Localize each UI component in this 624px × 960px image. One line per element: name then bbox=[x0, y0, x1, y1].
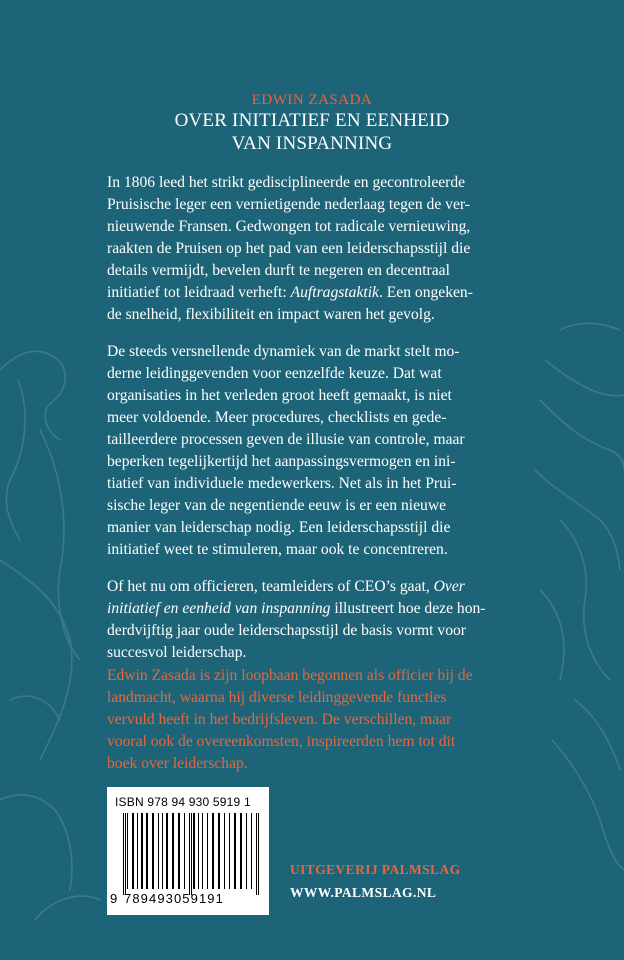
blurb-paragraph-2 bbox=[107, 341, 518, 561]
barcode-bar bbox=[132, 813, 134, 889]
barcode-guard-bar bbox=[258, 813, 259, 895]
text-line: landmacht, waarna hij diverse leidinggevende functies bbox=[107, 689, 447, 706]
text-line: Pruisische leger een vernietigende nederlaag tegen de ver- bbox=[107, 196, 470, 213]
barcode-bar bbox=[240, 813, 242, 889]
text-line: vooral ook de overeenkomsten, inspireerden hem tot dit bbox=[107, 733, 456, 750]
method-term: Auftragstaktik bbox=[290, 284, 379, 301]
barcode-bar bbox=[127, 813, 128, 889]
barcode-guard-bar bbox=[256, 813, 257, 895]
book-title-inline: initiatief en eenheid van inspanning bbox=[107, 600, 331, 617]
cover-header bbox=[0, 91, 624, 155]
text-line: tiatief van individuele medewerkers. Net als in het Prui- bbox=[107, 475, 457, 492]
barcode-first-digit: 9 bbox=[110, 891, 118, 906]
text-line: In 1806 leed het strikt gedisciplineerde en gecontroleerde bbox=[107, 174, 466, 191]
book-title-inline: Over bbox=[433, 578, 465, 595]
text-line bbox=[107, 576, 518, 598]
text-line: derne leidinggevenden voor eenzelfde keuze. Dat wat bbox=[107, 365, 442, 382]
blurb-paragraph-3 bbox=[107, 576, 518, 664]
text-line: nieuwende Fransen. Gedwongen tot radicale vernieuwing, bbox=[107, 218, 471, 235]
text-line bbox=[107, 282, 518, 304]
author-name: EDWIN ZASADA bbox=[251, 92, 373, 108]
barcode-bar bbox=[146, 813, 148, 889]
barcode-bar bbox=[229, 813, 230, 889]
text-span: initiatief tot leidraad verheft: bbox=[107, 284, 291, 301]
text-line: manier van leiderschap nodig. Een leiderschapsstijl die bbox=[107, 519, 451, 536]
text-line: derdvijftig jaar oude leiderschapsstijl de basis vormt voor bbox=[107, 622, 466, 639]
text-line: sische leger van de negentiende eeuw is er een nieuwe bbox=[107, 497, 447, 514]
barcode-bar bbox=[158, 813, 159, 889]
text-span: illustreert hoe deze hon- bbox=[330, 600, 486, 617]
barcode-bar bbox=[193, 813, 195, 889]
barcode-bar bbox=[137, 813, 138, 889]
publisher-name: UITGEVERIJ PALMSLAG bbox=[290, 862, 461, 877]
text-line: details vermijdt, bevelen durft te negeren en decentraal bbox=[107, 262, 450, 279]
book-title-line-2: VAN INSPANNING bbox=[231, 133, 393, 154]
text-line: De steeds versnellende dynamiek van de markt stelt mo- bbox=[107, 343, 460, 360]
barcode-bars bbox=[121, 813, 259, 895]
text-line: de snelheid, flexibiliteit en impact waren het gevolg. bbox=[107, 306, 435, 323]
barcode-guard-bar bbox=[189, 813, 190, 895]
text-line: Edwin Zasada is zijn loopbaan begonnen als officier bij de bbox=[107, 667, 473, 684]
text-line: tailleerdere processen geven de illusie van controle, maar bbox=[107, 431, 465, 448]
barcode-digits: 789493059191 bbox=[124, 891, 224, 906]
barcode-bar bbox=[212, 813, 214, 889]
barcode-bar bbox=[152, 813, 154, 889]
barcode-bar bbox=[202, 813, 203, 889]
barcode-bar bbox=[172, 813, 174, 889]
barcode-bar bbox=[198, 813, 199, 889]
text-span: Of het nu om officieren, teamleiders of CEO’s gaat, bbox=[107, 578, 434, 595]
barcode-guard-bar bbox=[125, 813, 126, 895]
barcode-bar bbox=[162, 813, 163, 889]
barcode-bar bbox=[224, 813, 225, 889]
barcode-guard-bar bbox=[191, 813, 192, 895]
text-line: beperken tegelijkertijd het aanpassingsvermogen en ini- bbox=[107, 453, 456, 470]
text-span: . Een ongeken- bbox=[378, 284, 473, 301]
barcode-bar bbox=[166, 813, 168, 889]
barcode-bar bbox=[251, 813, 252, 889]
author-bio bbox=[107, 665, 518, 775]
barcode-guard-bar bbox=[123, 813, 124, 895]
barcode-bar bbox=[184, 813, 185, 889]
text-line: meer voldoende. Meer procedures, checklists en gede- bbox=[107, 409, 447, 426]
isbn-barcode bbox=[107, 787, 269, 915]
barcode-bar bbox=[246, 813, 247, 889]
barcode-bar bbox=[234, 813, 236, 889]
text-line bbox=[107, 598, 518, 620]
isbn-label: ISBN 978 94 930 5919 1 bbox=[115, 795, 251, 809]
barcode-bar bbox=[207, 813, 208, 889]
barcode-bar bbox=[218, 813, 220, 889]
book-title-line-1: OVER INITIATIEF EN EENHEID bbox=[174, 110, 450, 131]
text-line: initiatief weet te stimuleren, maar ook te concentreren. bbox=[107, 541, 448, 558]
text-line: succesvol leiderschap. bbox=[107, 644, 247, 661]
text-line: organisaties in het verleden groot heeft gemaakt, is niet bbox=[107, 387, 452, 404]
text-line: vervuld heeft in het bedrijfsleven. De verschillen, maar bbox=[107, 711, 452, 728]
publisher-website: WWW.PALMSLAG.NL bbox=[290, 885, 437, 900]
barcode-bar bbox=[141, 813, 143, 889]
barcode-bar bbox=[178, 813, 180, 889]
text-line: raakten de Pruisen op het pad van een leiderschapsstijl die bbox=[107, 240, 471, 257]
text-line: boek over leiderschap. bbox=[107, 755, 248, 772]
blurb-paragraph-1 bbox=[107, 172, 518, 326]
